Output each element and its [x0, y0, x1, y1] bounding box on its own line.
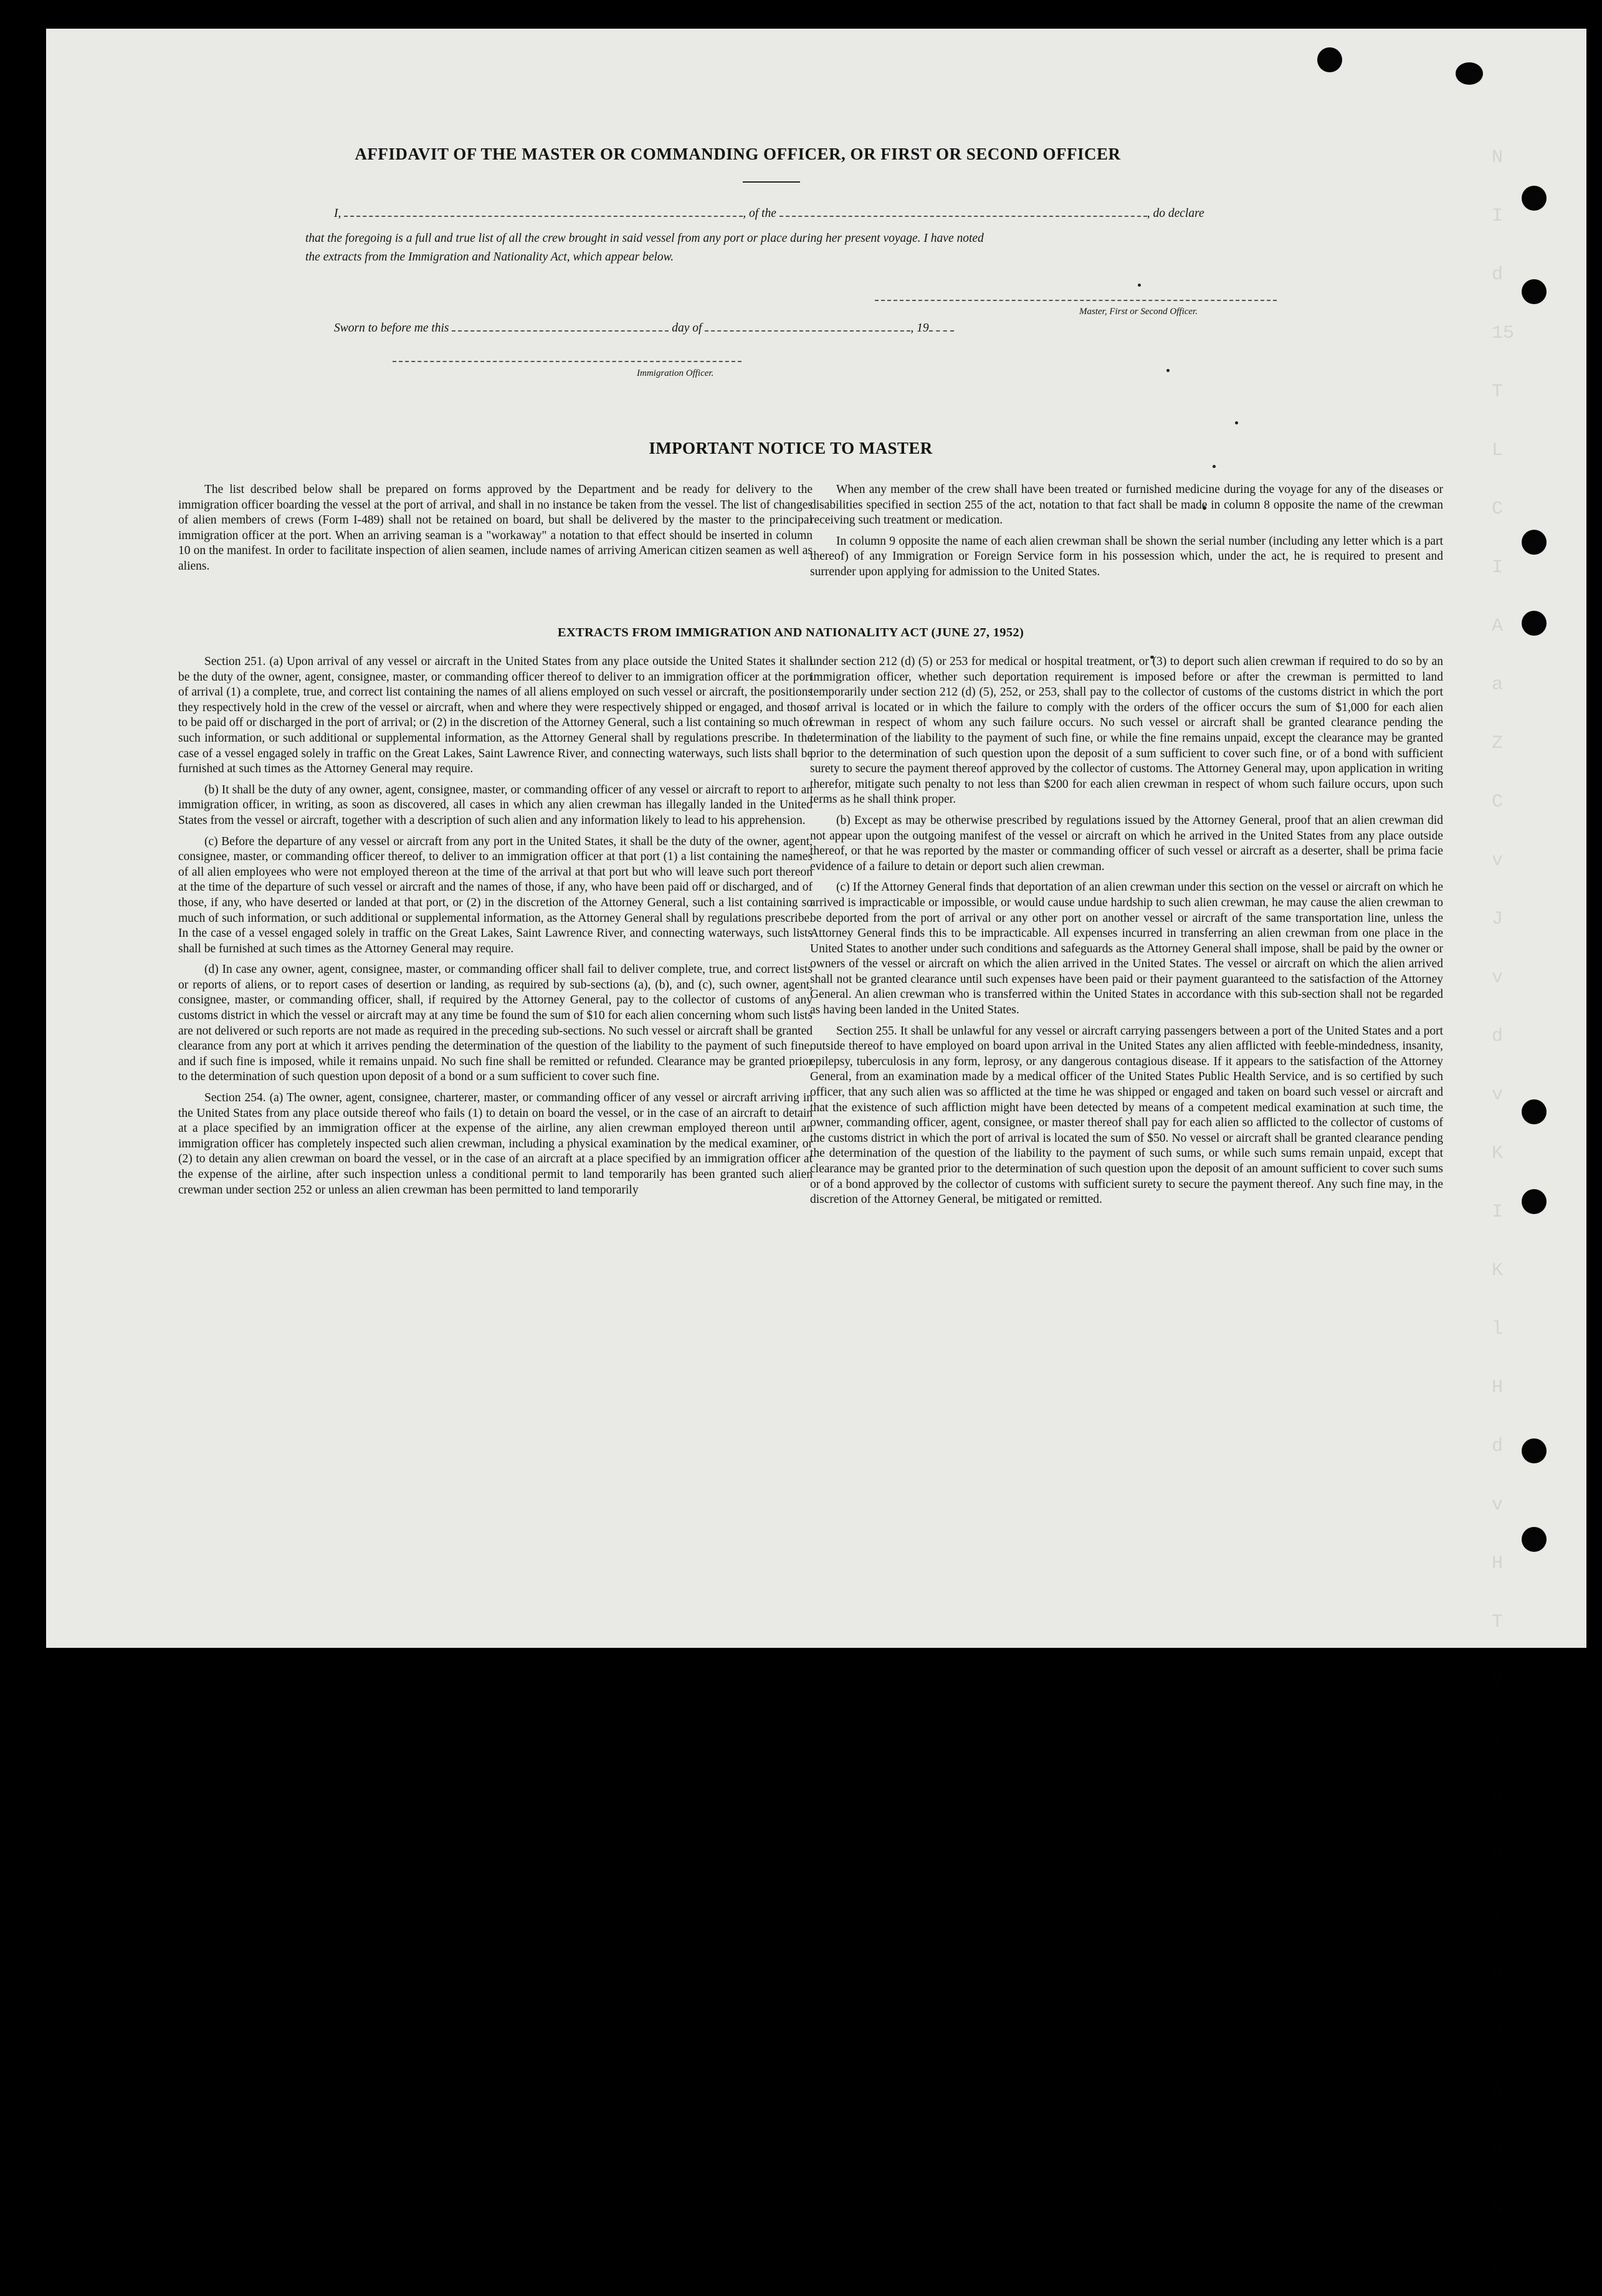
declaration-of-the: , of the [743, 207, 776, 220]
name-blank [344, 208, 743, 217]
extracts-title: EXTRACTS FROM IMMIGRATION AND NATIONALITY ACT (JUNE 27, 1952) [557, 626, 1024, 639]
extract-paragraph: (b) It shall be the duty of any owner, agent, consignee, master, or commanding officer of any vessel or aircraft to report to an immigration officer, in writing, as soon as discovered, all cases in which any alien crewman has illegally landed in the United States from the vessel or aircraft, together with a description of such alien and any information likely to lead to his apprehension. [178, 783, 813, 827]
sworn-prefix: Sworn to before me this [334, 322, 449, 335]
sworn-day-of: day of [672, 322, 702, 335]
binder-hole [1456, 62, 1483, 85]
extract-paragraph: (c) If the Attorney General finds that deportation of an alien crewman under this section on the vessel or aircraft on which he arrived is impracticable or impossible, or would cause undue hardship to such alien crewman, he may cause the alien crewman to be deported from the port of arrival or any other port on another vessel or aircraft of the same transportation line, unless the Attorney General finds this to be impracticable. All expenses incurred in transferring an alien crewman from one place in the United States to another under such conditions and safeguards as the Attorney General shall impose, shall be paid by the owner or owners of the vessel or aircraft on which the alien arrived in the United States. The vessel or aircraft on which the alien arrived shall not be granted clearance until such expenses have been paid or their payment guaranteed to the satisfaction of the Attorney General. An alien crewman who is transferred within the United States in accordance with this sub-section shall not be regarded as having been landed in the United States. [810, 881, 1443, 1017]
extract-paragraph: (b) Except as may be otherwise prescribed by regulations issued by the Attorney General, proof that an alien crewman did not appear upon the outgoing manifest of the vessel or aircraft on which he arrived in the United States from any place outside thereof, or that he was reported by the master or commanding officer of such vessel or aircraft as a deserter, shall be prima facie evidence of a failure to detain or deport such alien crewman. [810, 813, 1443, 873]
notice-paragraph: When any member of the crew shall have been treated or furnished medicine during the voyage for any of the diseases or disabilities specified in section 255 of the act, notation to that fact shall be made in column 8 opposite the name of the crewman receiving such treatment or medication. [810, 483, 1443, 527]
declaration-line-3: the extracts from the Immigration and Nationality Act, which appear below. [305, 251, 674, 264]
declaration-line-1 [334, 207, 1204, 221]
notice-paragraph: The list described below shall be prepared on forms approved by the Department and be ready for delivery to the immigration officer boarding the vessel at the port of arrival, and shall in no instance be taken from the vessel. The list of changes of alien members of crews (Form I-489) shall not be retained on board, but shall be delivered by the master to the principal immigration officer at the port. When an arriving seaman is a "workaway" a notation to that effect should be inserted in column 10 on the manifest. In order to facilitate inspection of alien seamen, include names of arriving American citizen seamen as well as aliens. [178, 483, 813, 573]
officer-caption: Immigration Officer. [637, 368, 714, 378]
speck [1166, 369, 1170, 372]
sworn-line [334, 322, 954, 335]
extract-paragraph: Section 255. It shall be unlawful for any vessel or aircraft carrying passengers between a port of the United States and a port outside thereof to have employed on board upon arrival in the United States any alien afflicted with feeble-mindedness, insanity, epilepsy, tuberculosis in any form, leprosy, or any dangerous contagious disease. If it appears to the satisfaction of the Attorney General, from an examination made by a medical officer of the United States Public Health Service, and is so certified by such officer, that any such alien was so afflicted at the time he was shipped or engaged and taken on board such vessel or aircraft and that the existence of such affliction might have been detected by means of a competent medical examination at such time, the owner, commanding officer, agent, consignee, or master thereof shall pay for each alien so afflicted to the collector of customs of the customs district in which the port of arrival is located the sum of $50. No vessel or aircraft shall be granted clearance pending the determination of the question of the liability to the payment of such sums, or while such sums remain unpaid, except that clearance may be granted prior to the determination of such question upon the deposit of an amount sufficient to cover such sums or of a bond approved by the collector of customs with sufficient surety to secure the payment thereof. Any such fine may, in the discretion of the Attorney General, be mitigated or remitted. [810, 1024, 1443, 1207]
extract-paragraph: (d) In case any owner, agent, consignee, master, or commanding officer shall fail to deliver complete, true, and correct lists or reports of aliens, or to report cases of desertion or landing, as required by sub-sections (a), (b), and (c), such owner, agent, consignee, master, or commanding officer, shall, if required by the Attorney General, pay to the collector of customs of any customs district in which the vessel or aircraft may at any time be found the sum of $10 for each alien concerning whom such lists are not delivered or such reports are not made as required in the preceding sub-sections. No such vessel or aircraft shall be granted clearance from any port at which it arrives pending the determination of the question of the liability to the payment of such fine, and if such fine is imposed, while it remains unpaid. No such fine shall be remitted or refunded. Clearance may be granted prior to the determination of such question upon deposit of a bond or a sum sufficient to cover such fine. [178, 963, 813, 1084]
binder-hole [1522, 1189, 1547, 1214]
notice-paragraph: In column 9 opposite the name of each alien crewman shall be shown the serial number (including any letter which is a part thereof) of any Immigration or Foreign Service form in his possession which, under the act, he is required to present and surrender upon applying for admission to the United States. [810, 534, 1443, 578]
sworn-year: , 19 [910, 322, 929, 335]
extracts-right-column [810, 654, 1443, 1213]
binder-hole [1522, 530, 1547, 555]
speck [1235, 421, 1238, 424]
sworn-day-blank [452, 323, 669, 332]
speck [1138, 284, 1141, 287]
notice-title: IMPORTANT NOTICE TO MASTER [649, 439, 933, 457]
bleed-through-text: N I d 15 T L C I A a Z C v J v d v K I K l H d v H T V V d V V v d A V N v [1492, 147, 1515, 2277]
binder-hole [1522, 186, 1547, 211]
declaration-suffix: , do declare [1147, 207, 1204, 220]
extracts-left-column [178, 654, 813, 1203]
officer-signature-line [393, 361, 741, 362]
vessel-blank [780, 208, 1147, 217]
declaration-prefix: I, [334, 207, 341, 220]
document-page [46, 29, 1586, 2277]
binder-hole [1522, 1527, 1547, 1552]
affidavit-title: AFFIDAVIT OF THE MASTER OR COMMANDING OFFICER, OR FIRST OR SECOND OFFICER [355, 145, 1121, 163]
binder-hole [1522, 1438, 1547, 1463]
extract-paragraph: Section 251. (a) Upon arrival of any vessel or aircraft in the United States from any place outside the United States it shall be the duty of the owner, agent, consignee, master, or commanding officer thereof to deliver to an immigration officer at the port of arrival (1) a complete, true, and correct list containing the names of all aliens employed on such vessel or aircraft, the positions they respectively hold in the crew of the vessel or aircraft, when and where they were respectively shipped or engaged, and those to be paid off or discharged in the port of arrival; or (2) in the discretion of the Attorney General, such a list containing so much of such information, or such additional or supplemental information, as the Attorney General shall by regulations prescribe. In the case of a vessel engaged solely in traffic on the Great Lakes, Saint Lawrence River, and connecting waterways, such lists shall be furnished at such times as the Attorney General may require. [178, 655, 813, 776]
master-signature-line [875, 300, 1277, 301]
speck [1213, 465, 1216, 468]
extract-paragraph: under section 212 (d) (5) or 253 for medical or hospital treatment, or (3) to deport such alien crewman if required to do so by an immigration officer, whether such deportation requirement is imposed before or after the crewman is permitted to land temporarily under section 212 (d) (5), 252, or 253, shall pay to the collector of customs of the customs district in which the port of arrival is located or in which the failure to comply with the orders of the officer occurs the sum of $1,000 for each alien crewman in respect of whom any such failure occurs. No such vessel or aircraft shall be granted clearance pending the determination of the liability to the payment of such fine, or while the fine remains unpaid, except the clearance may be granted prior to the determination of such question upon the deposit of a sum sufficient to cover such fine, or of a bond with sufficient surety to secure the payment thereof approved by the collector of customs. The Attorney General may, upon application in writing therefor, mitigate such penalty to not less than $200 for each alien crewman in respect of whom such failure occurs, upon such terms as he shall think proper. [810, 655, 1443, 806]
sworn-year-blank [929, 323, 954, 332]
notice-right-column [810, 482, 1443, 586]
master-caption: Master, First or Second Officer. [1079, 307, 1198, 317]
binder-hole [1317, 47, 1342, 72]
notice-left-column [178, 482, 813, 580]
declaration-line-2: that the foregoing is a full and true list of all the crew brought in said vessel from any port or place during her present voyage. I have noted [305, 232, 984, 245]
binder-hole [1522, 1099, 1547, 1124]
extract-paragraph: (c) Before the departure of any vessel or aircraft from any port in the United States, it shall be the duty of the owner, agent, consignee, master, or commanding officer thereof, to deliver to an immigration officer at that port (1) a list containing the names of all alien employees who were not employed thereon at the time of the arrival at that port but who will leave such port thereon at the time of the departure of such vessel or aircraft and the names of those, if any, who have been paid off or discharged, and of those, if any, who have deserted or landed at that port, or (2) in the discretion of the Attorney General, such a list containing so much of such information, or such additional or supplemental information, as the Attorney General shall by regulations prescribe. In the case of a vessel engaged solely in traffic on the Great Lakes, Saint Lawrence River, and connecting waterways, such lists shall be furnished at such times as the Attorney General may require. [178, 835, 813, 955]
binder-hole [1522, 279, 1547, 304]
sworn-month-blank [705, 323, 910, 332]
title-underline [743, 181, 800, 183]
extract-paragraph: Section 254. (a) The owner, agent, consignee, charterer, master, or commanding officer of any vessel or aircraft arriving in the United States from any place outside thereof who fails (1) to detain on board the vessel, or in the case of an aircraft to detain at a place specified by an immigration officer at the expense of the airline, any alien crewman employed thereon until an immigration officer has completely inspected such alien crewman, including a physical examination by the medical examiner, or (2) to detain any alien crewman on board the vessel, or in the case of an aircraft at a place specified by an immigration officer at the expense of the airline, after such inspection unless a conditional permit to land temporarily has been granted such alien crewman under section 252 or unless an alien crewman has been permitted to land temporarily [178, 1091, 813, 1197]
